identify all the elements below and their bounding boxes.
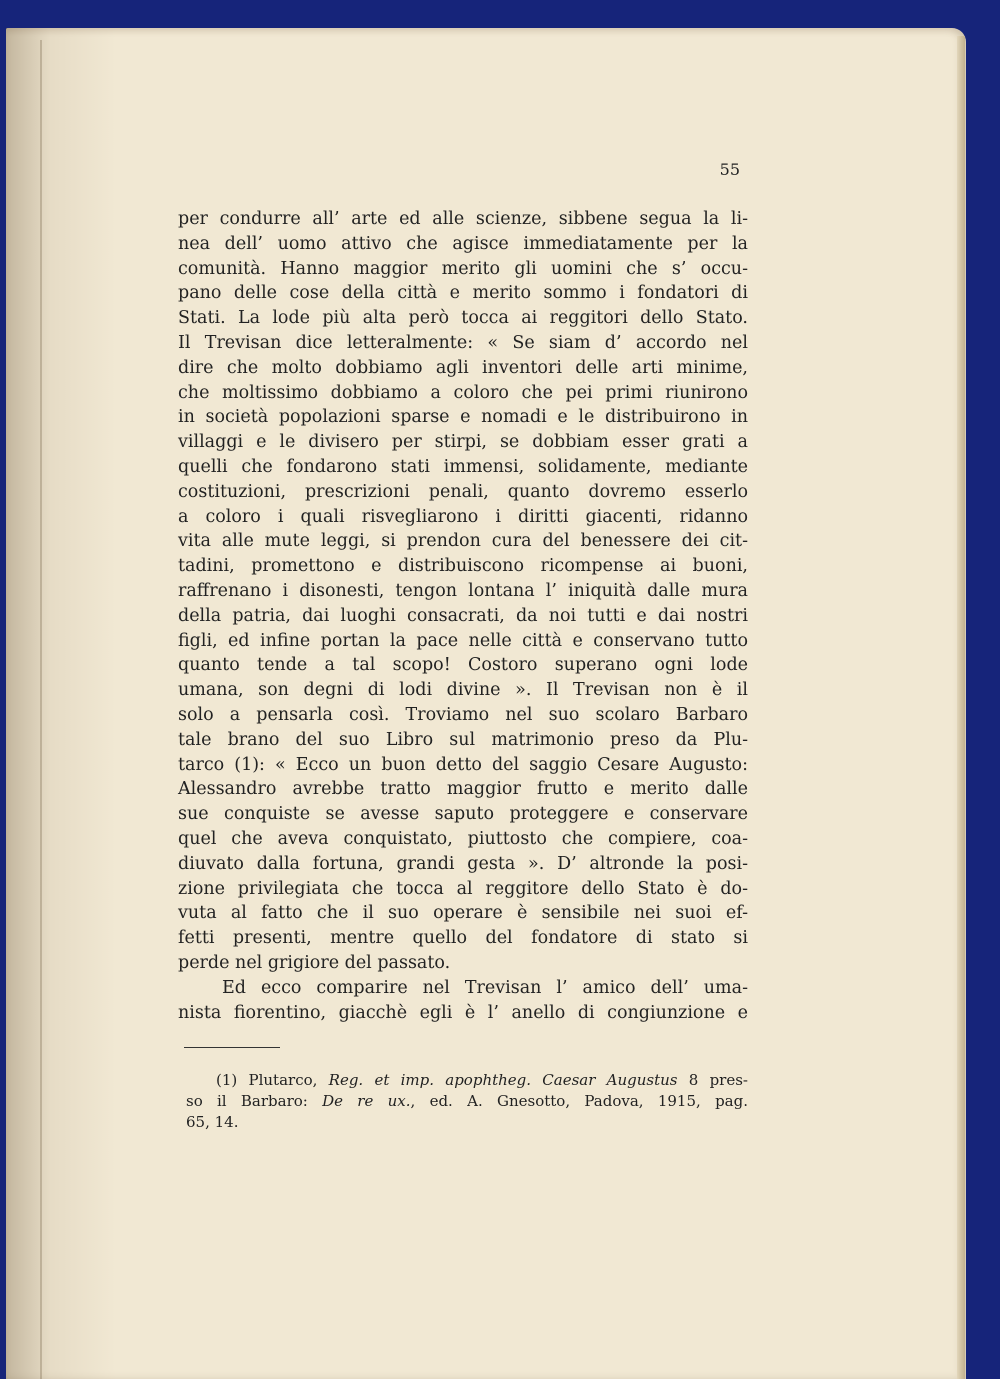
text-line: sue conquiste se avesse saputo proteggere e conservare (178, 804, 748, 825)
text-line: in società popolazioni sparse e nomadi e le distribuirono in (178, 407, 748, 428)
text-line: umana, son degni di lodi divine ». Il Trevisan non è il (178, 680, 748, 701)
text-line: perde nel grigiore del passato. (178, 952, 451, 973)
text-line: quanto tende a tal scopo! Costoro superano ogni lode (178, 655, 748, 676)
binding-fold (40, 40, 42, 1379)
text-line: raffrenano i disonesti, tengon lontana l’ iniquità dalle mura (178, 580, 748, 601)
text-line: vuta al fatto che il suo operare è sensibile nei suoi ef- (178, 903, 748, 924)
footnote-text: 8 pres- (677, 1071, 748, 1089)
text-line: dire che molto dobbiamo agli inventori delle arti minime, (178, 357, 748, 378)
body-text (178, 207, 748, 1025)
footnote-line (186, 1070, 748, 1091)
text-line: costituzioni, prescrizioni penali, quanto dovremo esserlo (178, 481, 748, 502)
text-line: comunità. Hanno maggior merito gli uomini che s’ occu- (178, 258, 748, 279)
text-line: Il Trevisan dice letteralmente: « Se siam d’ accordo nel (178, 332, 748, 353)
text-line: tarco (1): « Ecco un buon detto del saggio Cesare Augusto: (178, 754, 748, 775)
text-line: Ed ecco comparire nel Trevisan l’ amico dell’ uma- (222, 977, 748, 998)
footnote-title: Reg. et imp. apophtheg. Caesar Augustus (328, 1071, 678, 1089)
text-line: diuvato dalla fortuna, grandi gesta ». D’ altronde la posi- (178, 853, 748, 874)
footnote-text: so il Barbaro: (186, 1092, 323, 1110)
footnote-line: 65, 14. (186, 1113, 239, 1131)
text-line: quel che aveva conquistato, piuttosto che compiere, coa- (178, 828, 748, 849)
text-line: fetti presenti, mentre quello del fondatore di stato si (178, 928, 748, 949)
text-line: nista fiorentino, giacchè egli è l’ anello di congiunzione e (178, 1002, 748, 1023)
text-line: tadini, promettono e distribuiscono ricompense ai buoni, (178, 556, 748, 577)
footnote-text: (1) Plutarco, (216, 1071, 329, 1089)
footnote-title: De re ux. (322, 1092, 411, 1110)
text-line: pano delle cose della città e merito sommo i fondatori di (178, 283, 748, 304)
page-edge (957, 36, 965, 1379)
text-line: solo a pensarla così. Troviamo nel suo scolaro Barbaro (178, 704, 748, 725)
footnote-separator (184, 1047, 280, 1048)
text-line: figli, ed infine portan la pace nelle città e conservano tutto (178, 630, 748, 651)
text-line: tale brano del suo Libro sul matrimonio preso da Plu- (178, 729, 748, 750)
text-line: che moltissimo dobbiamo a coloro che pei primi riunirono (178, 382, 748, 403)
text-line: zione privilegiata che tocca al reggitore dello Stato è do- (178, 878, 748, 899)
text-line: della patria, dai luoghi consacrati, da noi tutti e dai nostri (178, 605, 748, 626)
footnote-line (186, 1091, 748, 1112)
text-line: vita alle mute leggi, si prendon cura del benessere dei cit- (178, 531, 748, 552)
text-line: Alessandro avrebbe tratto maggior frutto e merito dalle (178, 779, 748, 800)
text-line: per condurre all’ arte ed alle scienze, sibbene segua la li- (178, 209, 748, 229)
text-line: quelli che fondarono stati immensi, solidamente, mediante (178, 456, 748, 477)
text-line: Stati. La lode più alta però tocca ai reggitori dello Stato. (178, 308, 748, 329)
book-gutter-shadow (6, 28, 116, 1379)
footnote-text: , ed. A. Gnesotto, Padova, 1915, pag. (410, 1092, 748, 1110)
text-line: nea dell’ uomo attivo che agisce immediatamente per la (178, 233, 748, 254)
text-line: villaggi e le divisero per stirpi, se dobbiam esser grati a (178, 432, 748, 453)
text-line: a coloro i quali risvegliarono i diritti giacenti, ridanno (178, 506, 748, 527)
footnote (186, 1070, 748, 1133)
page-number: 55 (719, 160, 740, 179)
